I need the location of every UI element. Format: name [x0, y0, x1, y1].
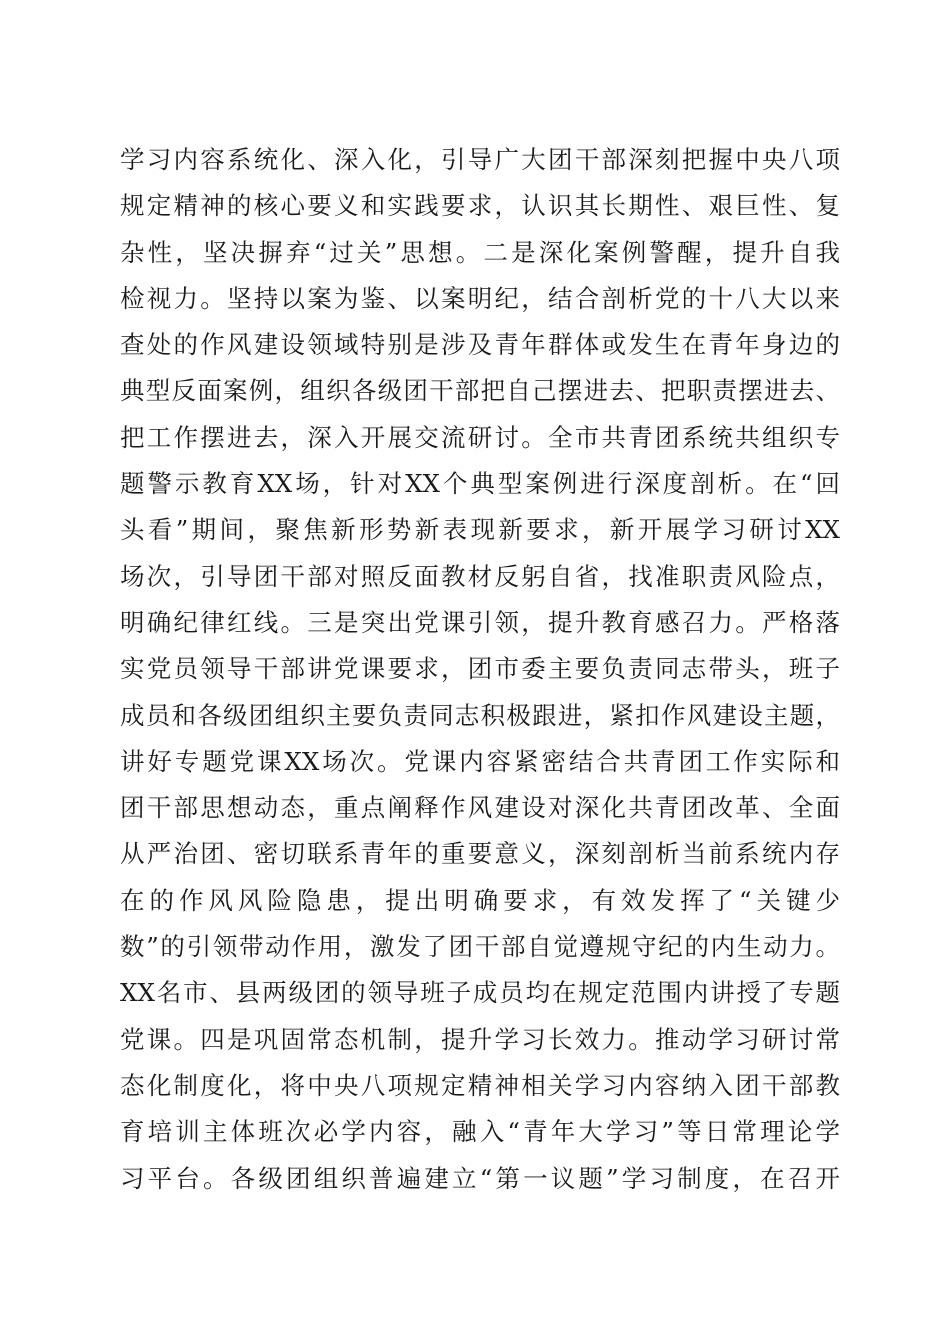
body-paragraph	[120, 137, 840, 1202]
text-line: 题警示教育XX场，针对XX个典型案例进行深度剖析。在“回	[120, 469, 840, 499]
text-line: 规定精神的核心要义和实践要求，认识其长期性、艰巨性、复	[120, 191, 840, 221]
text-line: 党课。四是巩固常态机制，提升学习长效力。推动学习研讨常	[120, 1024, 840, 1054]
text-line: 在的作风风险隐患，提出明确要求，有效发挥了“关键少	[120, 885, 840, 915]
text-line: 从严治团、密切联系青年的重要意义，深刻剖析当前系统内存	[120, 839, 840, 869]
text-line: 团干部思想动态，重点阐释作风建设对深化共青团改革、全面	[120, 793, 840, 823]
text-line: 典型反面案例，组织各级团干部把自己摆进去、把职责摆进去、	[120, 376, 840, 406]
text-line: 态化制度化，将中央八项规定精神相关学习内容纳入团干部教	[120, 1070, 840, 1100]
text-line: 头看”期间，聚焦新形势新表现新要求，新开展学习研讨XX	[120, 515, 840, 545]
text-line: 杂性，坚决摒弃“过关”思想。二是深化案例警醒，提升自我	[120, 237, 840, 267]
text-line: 场次，引导团干部对照反面教材反躬自省，找准职责风险点，	[120, 561, 840, 591]
text-line: 检视力。坚持以案为鉴、以案明纪，结合剖析党的十八大以来	[120, 283, 840, 313]
text-line: 数”的引领带动作用，激发了团干部自觉遵规守纪的内生动力。	[120, 932, 840, 962]
text-line: 明确纪律红线。三是突出党课引领，提升教育感召力。严格落	[120, 607, 840, 637]
text-line: XX名市、县两级团的领导班子成员均在规定范围内讲授了专题	[120, 978, 840, 1008]
text-line: 成员和各级团组织主要负责同志积极跟进，紧扣作风建设主题，	[120, 700, 840, 730]
text-line: 查处的作风建设领域特别是涉及青年群体或发生在青年身边的	[120, 330, 840, 360]
text-line: 实党员领导干部讲党课要求，团市委主要负责同志带头，班子	[120, 654, 840, 684]
text-line: 把工作摆进去，深入开展交流研讨。全市共青团系统共组织专	[120, 422, 840, 452]
text-line: 习平台。各级团组织普遍建立“第一议题”学习制度，在召开	[120, 1163, 840, 1193]
text-line: 学习内容系统化、深入化，引导广大团干部深刻把握中央八项	[120, 145, 840, 174]
text-line: 育培训主体班次必学内容，融入“青年大学习”等日常理论学	[120, 1117, 840, 1147]
text-line: 讲好专题党课XX场次。党课内容紧密结合共青团工作实际和	[120, 746, 840, 776]
